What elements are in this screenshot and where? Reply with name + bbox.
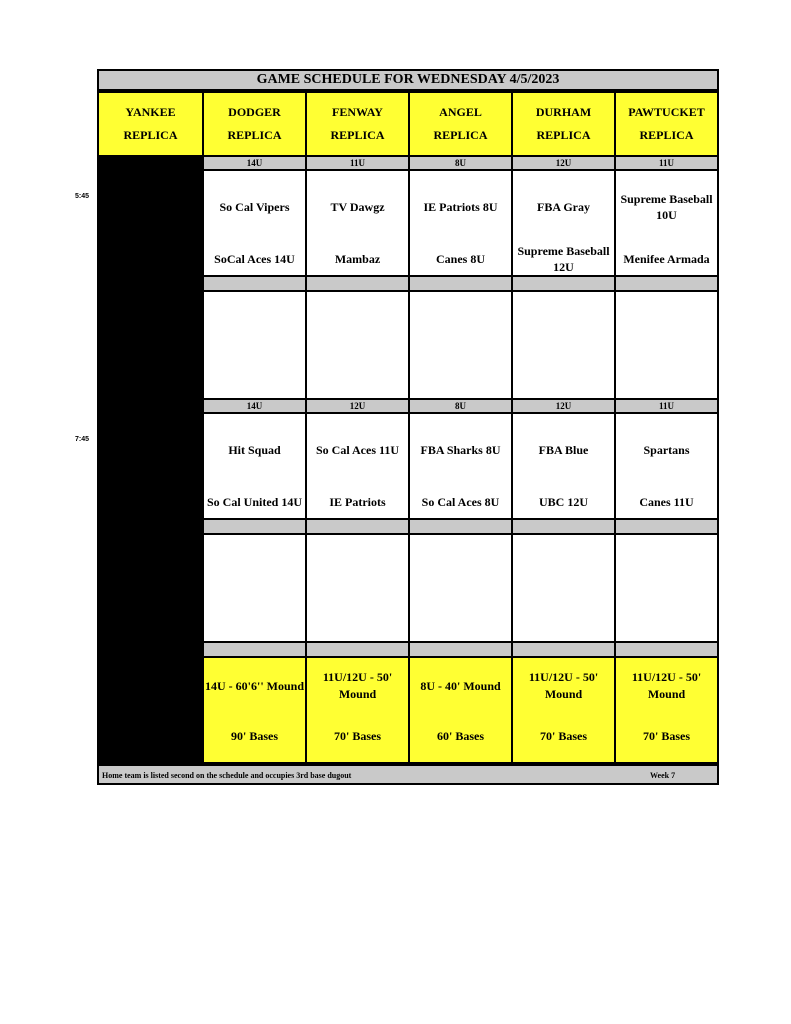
field-header-durham bbox=[513, 93, 614, 155]
field-sub: REPLICA bbox=[536, 128, 591, 142]
game-cell bbox=[307, 171, 408, 275]
age-label: 11U bbox=[307, 157, 408, 169]
empty-cell bbox=[204, 292, 305, 398]
age-label: 12U bbox=[513, 400, 614, 412]
divider-strip bbox=[307, 520, 408, 533]
mound-distance: 11U/12U - 50' Mound bbox=[322, 670, 393, 701]
divider-strip bbox=[410, 643, 511, 656]
field-name: ANGEL bbox=[439, 105, 482, 119]
field-sub: REPLICA bbox=[639, 128, 694, 142]
field-sub: REPLICA bbox=[123, 128, 178, 142]
footer-note: Home team is listed second on the schedule and occupies 3rd base dugout bbox=[102, 771, 352, 780]
base-distance: 60' Bases bbox=[436, 729, 484, 743]
field-name: YANKEE bbox=[125, 105, 176, 119]
away-team: FBA Sharks 8U bbox=[420, 443, 501, 457]
field-header-fenway bbox=[307, 93, 408, 155]
field-header-yankee bbox=[99, 93, 202, 155]
page-title: GAME SCHEDULE FOR WEDNESDAY 4/5/2023 bbox=[99, 71, 717, 91]
game-cell bbox=[204, 171, 305, 275]
away-team: Spartans bbox=[643, 443, 690, 457]
footer-bar bbox=[99, 764, 717, 783]
mound-distance: 11U/12U - 50' Mound bbox=[528, 670, 599, 701]
divider-strip bbox=[410, 277, 511, 290]
field-spec bbox=[410, 658, 511, 762]
age-label: 14U bbox=[204, 400, 305, 412]
home-team: Mambaz bbox=[334, 252, 381, 266]
divider-strip bbox=[307, 643, 408, 656]
home-team: SoCal Aces 14U bbox=[214, 252, 295, 266]
home-team: Supreme Baseball 12U bbox=[517, 244, 610, 274]
base-distance: 70' Bases bbox=[333, 729, 381, 743]
field-name: DODGER bbox=[228, 105, 281, 119]
field-sub: REPLICA bbox=[433, 128, 488, 142]
field-header-angel bbox=[410, 93, 511, 155]
empty-cell bbox=[307, 535, 408, 641]
home-team: So Cal Aces 8U bbox=[421, 495, 500, 509]
schedule-sheet bbox=[97, 69, 719, 785]
away-team: FBA Gray bbox=[537, 200, 590, 214]
age-label: 11U bbox=[616, 400, 717, 412]
field-spec bbox=[616, 658, 717, 762]
age-label: 12U bbox=[513, 157, 614, 169]
away-team: So Cal Aces 11U bbox=[315, 443, 399, 457]
age-label: 8U bbox=[410, 157, 511, 169]
game-cell bbox=[307, 414, 408, 518]
divider-strip bbox=[616, 520, 717, 533]
empty-cell bbox=[513, 535, 614, 641]
away-team: Hit Squad bbox=[228, 443, 281, 457]
empty-cell bbox=[513, 292, 614, 398]
mound-distance: 11U/12U - 50' Mound bbox=[631, 670, 702, 701]
away-team: So Cal Vipers bbox=[219, 200, 290, 214]
empty-cell bbox=[410, 535, 511, 641]
field-header-dodger bbox=[204, 93, 305, 155]
divider-strip bbox=[204, 277, 305, 290]
divider-strip bbox=[513, 520, 614, 533]
game-cell bbox=[410, 414, 511, 518]
field-name: FENWAY bbox=[332, 105, 383, 119]
field-name: DURHAM bbox=[535, 105, 592, 119]
base-distance: 70' Bases bbox=[642, 729, 690, 743]
home-team: Canes 8U bbox=[435, 252, 485, 266]
field-header-pawtucket bbox=[616, 93, 717, 155]
home-team: Canes 11U bbox=[639, 495, 694, 509]
game-cell bbox=[410, 171, 511, 275]
divider-strip bbox=[204, 643, 305, 656]
empty-cell bbox=[204, 535, 305, 641]
divider-strip bbox=[513, 277, 614, 290]
base-distance: 90' Bases bbox=[230, 729, 278, 743]
age-label: 11U bbox=[616, 157, 717, 169]
divider-strip bbox=[513, 643, 614, 656]
field-spec bbox=[204, 658, 305, 762]
divider-strip bbox=[307, 277, 408, 290]
slot-time-1: 5:45 bbox=[75, 193, 90, 200]
week-label: Week 7 bbox=[650, 771, 676, 780]
mound-distance: 14U - 60'6'' Mound bbox=[204, 678, 304, 693]
empty-cell bbox=[410, 292, 511, 398]
mound-distance: 8U - 40' Mound bbox=[420, 678, 501, 693]
divider-strip bbox=[204, 520, 305, 533]
divider-strip bbox=[410, 520, 511, 533]
away-team: IE Patriots 8U bbox=[423, 200, 498, 214]
age-label: 14U bbox=[204, 157, 305, 169]
slot-time-2: 7:45 bbox=[75, 436, 90, 443]
field-sub: REPLICA bbox=[227, 128, 282, 142]
game-cell bbox=[513, 171, 614, 275]
home-team: UBC 12U bbox=[538, 495, 588, 509]
home-team: So Cal United 14U bbox=[206, 495, 302, 509]
base-distance: 70' Bases bbox=[539, 729, 587, 743]
empty-cell bbox=[307, 292, 408, 398]
age-label: 8U bbox=[410, 400, 511, 412]
empty-cell bbox=[616, 535, 717, 641]
empty-cell bbox=[616, 292, 717, 398]
home-team: Menifee Armada bbox=[623, 252, 710, 266]
home-team: IE Patriots bbox=[329, 495, 386, 509]
divider-strip bbox=[616, 277, 717, 290]
game-cell bbox=[204, 414, 305, 518]
field-spec bbox=[513, 658, 614, 762]
away-team: FBA Blue bbox=[538, 443, 589, 457]
away-team: Supreme Baseball 10U bbox=[620, 192, 713, 222]
game-cell bbox=[513, 414, 614, 518]
game-cell bbox=[616, 414, 717, 518]
game-cell bbox=[616, 171, 717, 275]
age-label: 12U bbox=[307, 400, 408, 412]
away-team: TV Dawgz bbox=[330, 200, 385, 214]
divider-strip bbox=[616, 643, 717, 656]
field-sub: REPLICA bbox=[330, 128, 385, 142]
field-spec bbox=[307, 658, 408, 762]
field-name: PAWTUCKET bbox=[628, 105, 705, 119]
